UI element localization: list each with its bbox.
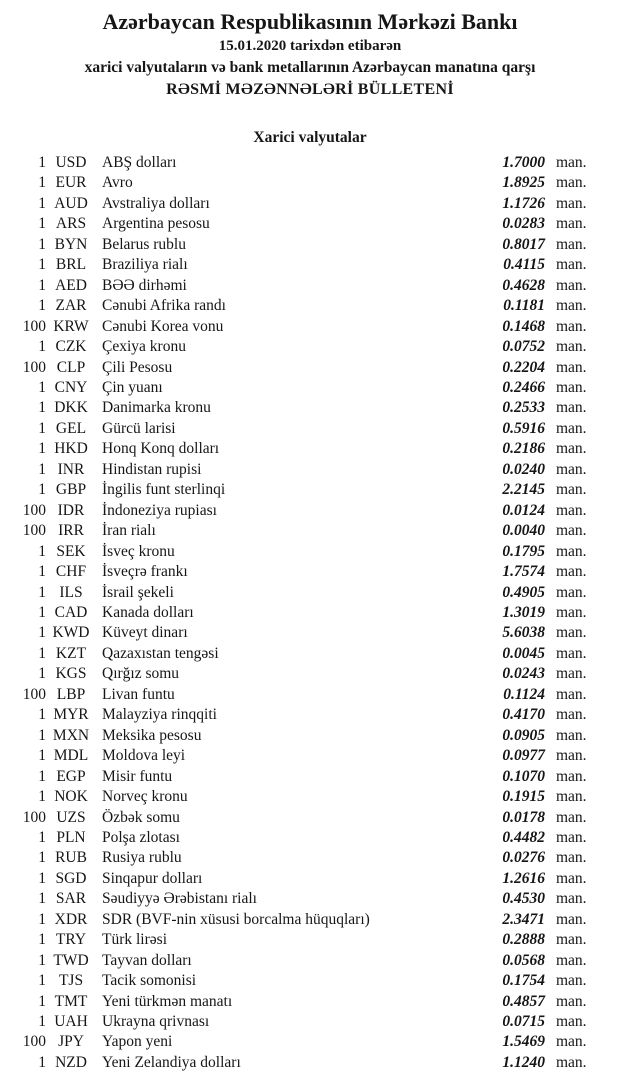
page-title: Azərbaycan Respublikasının Mərkəzi Bankı <box>102 9 518 34</box>
rate-unit: man. <box>556 890 587 908</box>
rate-unit: man. <box>556 869 587 887</box>
rate-row <box>0 746 620 766</box>
rate-unit: man. <box>556 522 587 540</box>
rate-row <box>0 521 620 541</box>
rate-unit: man. <box>556 542 587 560</box>
rate-row <box>0 1032 620 1052</box>
rate-row <box>0 910 620 930</box>
rate-qty: 1 <box>38 154 46 171</box>
rate-code: CHF <box>55 563 87 581</box>
rate-unit: man. <box>556 665 587 683</box>
rate-value: 0.0977 <box>502 747 545 765</box>
rate-name: Səudiyyə Ərəbistanı rialı <box>102 890 257 908</box>
rate-qty: 1 <box>38 624 46 642</box>
rate-code: CZK <box>55 338 87 356</box>
rate-value: 0.5916 <box>502 419 545 437</box>
rate-row <box>0 644 620 664</box>
rate-code: IRR <box>58 522 84 540</box>
rate-unit: man. <box>556 215 587 233</box>
rate-name: Ukrayna qrivnası <box>102 1013 210 1031</box>
rate-name: Yeni Zelandiya dolları <box>102 1053 241 1071</box>
rate-row <box>0 194 620 214</box>
rate-name: Küveyt dinarı <box>102 624 188 642</box>
bulletin-title-line: RƏSMİ MƏZƏNNƏLƏRİ BÜLLETENİ <box>166 81 454 98</box>
rate-name: Malayziya rinqqiti <box>102 706 217 724</box>
rate-name: BƏƏ dirhəmi <box>102 276 187 294</box>
rate-unit: man. <box>556 726 587 744</box>
rate-name: Çili Pesosu <box>102 358 173 376</box>
rate-unit: man. <box>556 174 587 192</box>
rate-unit: man. <box>556 603 587 621</box>
rate-name: Yeni türkmən manatı <box>102 992 233 1010</box>
rate-qty: 1 <box>38 174 46 192</box>
rate-unit: man. <box>556 419 587 437</box>
rate-code: EUR <box>55 174 87 192</box>
rate-row <box>0 562 620 582</box>
rate-row <box>0 583 620 603</box>
bulletin-header <box>0 0 620 101</box>
rate-unit: man. <box>556 992 587 1010</box>
rate-code: TRY <box>55 931 87 949</box>
rate-unit: man. <box>556 1033 587 1051</box>
rate-row <box>0 828 620 848</box>
rate-qty: 1 <box>38 828 46 846</box>
rate-unit: man. <box>556 460 587 478</box>
rate-value: 0.1070 <box>502 767 545 785</box>
rate-value: 0.4115 <box>503 256 545 274</box>
rate-qty: 1 <box>38 992 46 1010</box>
rate-unit: man. <box>556 440 587 458</box>
rate-value: 1.7000 <box>502 154 545 171</box>
rate-code: TWD <box>53 951 89 969</box>
rate-value: 0.0905 <box>502 726 545 744</box>
rate-code: USD <box>55 154 87 171</box>
rate-unit: man. <box>556 154 587 171</box>
rate-name: İsveçrə frankı <box>102 563 188 581</box>
rate-row <box>0 460 620 480</box>
rate-name: Tacik somonisi <box>102 972 197 990</box>
rate-code: IDR <box>57 501 85 519</box>
rate-name: İndoneziya rupiası <box>102 501 217 519</box>
rate-qty: 1 <box>38 706 46 724</box>
rate-row <box>0 787 620 807</box>
rate-value: 1.3019 <box>502 603 545 621</box>
rate-value: 0.1795 <box>502 542 545 560</box>
rate-code: AUD <box>54 194 88 212</box>
rate-name: Yapon yeni <box>102 1033 173 1051</box>
rate-code: HKD <box>54 440 88 458</box>
rate-name: Rusiya rublu <box>102 849 182 867</box>
rate-row <box>0 358 620 378</box>
rate-qty: 100 <box>22 317 46 335</box>
rate-qty: 1 <box>38 542 46 560</box>
rate-qty: 100 <box>22 685 46 703</box>
rate-code: BYN <box>54 235 88 253</box>
rate-value: 0.2533 <box>502 399 545 417</box>
rate-qty: 100 <box>22 501 46 519</box>
rate-code: AED <box>55 276 87 294</box>
rate-name: Qazaxıstan tengəsi <box>102 644 219 662</box>
rate-qty: 100 <box>22 358 46 376</box>
rate-unit: man. <box>556 256 587 274</box>
rate-value: 0.4905 <box>502 583 545 601</box>
rate-name: Braziliya rialı <box>102 256 188 274</box>
rate-row <box>0 255 620 275</box>
rate-row <box>0 173 620 193</box>
rate-value: 0.0243 <box>502 665 545 683</box>
rate-row <box>0 951 620 971</box>
rate-code: RUB <box>55 849 87 867</box>
rate-row <box>0 705 620 725</box>
rate-qty: 1 <box>38 931 46 949</box>
rate-value: 0.0276 <box>502 849 545 867</box>
rate-code: KZT <box>55 644 87 662</box>
rate-code: ZAR <box>55 297 87 315</box>
rate-value: 0.0283 <box>502 215 545 233</box>
rate-code: SGD <box>55 869 87 887</box>
rate-value: 0.4482 <box>502 828 545 846</box>
rate-value: 1.1240 <box>502 1053 545 1071</box>
rate-row <box>0 1053 620 1073</box>
rate-unit: man. <box>556 951 587 969</box>
rate-value: 2.3471 <box>502 910 545 928</box>
rate-row <box>0 214 620 234</box>
rate-code: MYR <box>53 706 89 724</box>
rate-code: EGP <box>56 767 86 785</box>
rate-qty: 1 <box>38 951 46 969</box>
rate-value: 1.8925 <box>502 174 545 192</box>
rate-qty: 1 <box>38 583 46 601</box>
rate-qty: 1 <box>38 1053 46 1071</box>
rate-code: KRW <box>53 317 89 335</box>
rate-code: TMT <box>54 992 88 1010</box>
rate-name: Hindistan rupisi <box>102 460 202 478</box>
rate-value: 0.4857 <box>502 992 545 1010</box>
rate-qty: 1 <box>38 215 46 233</box>
rate-value: 1.2616 <box>502 869 545 887</box>
rate-unit: man. <box>556 276 587 294</box>
rate-row <box>0 153 620 173</box>
rate-value: 1.1726 <box>502 194 545 212</box>
subtitle-line: xarici valyutaların və bank metallarının Azərbaycan manatına qarşı <box>84 59 536 76</box>
rate-qty: 1 <box>38 972 46 990</box>
rate-unit: man. <box>556 297 587 315</box>
rate-value: 0.0178 <box>502 808 545 826</box>
rate-qty: 1 <box>38 869 46 887</box>
rate-qty: 1 <box>38 338 46 356</box>
rate-unit: man. <box>556 399 587 417</box>
rate-value: 0.4530 <box>502 890 545 908</box>
rate-qty: 1 <box>38 297 46 315</box>
rate-qty: 1 <box>38 194 46 212</box>
rate-unit: man. <box>556 706 587 724</box>
rate-name: Meksika pesosu <box>102 726 202 744</box>
rate-name: Tayvan dolları <box>102 951 192 969</box>
rate-unit: man. <box>556 685 587 703</box>
rate-qty: 1 <box>38 603 46 621</box>
rate-row <box>0 767 620 787</box>
rate-code: GEL <box>55 419 87 437</box>
rate-code: XDR <box>54 910 88 928</box>
rate-value: 0.1915 <box>502 788 545 806</box>
rate-row <box>0 869 620 889</box>
rate-name: Cənubi Korea vonu <box>102 317 224 335</box>
rate-code: MDL <box>53 747 89 765</box>
rate-code: BRL <box>55 256 87 274</box>
rate-unit: man. <box>556 767 587 785</box>
rate-qty: 100 <box>22 1033 46 1051</box>
rate-value: 0.8017 <box>502 235 545 253</box>
rate-unit: man. <box>556 1013 587 1031</box>
rate-value: 0.1124 <box>503 685 545 703</box>
rate-row <box>0 419 620 439</box>
rate-code: UZS <box>56 808 86 826</box>
rate-name: Belarus rublu <box>102 235 186 253</box>
rate-code: LBP <box>56 685 86 703</box>
rate-name: İngilis funt sterlinqi <box>102 481 226 499</box>
rate-code: NOK <box>54 788 88 806</box>
rate-unit: man. <box>556 828 587 846</box>
rate-row <box>0 848 620 868</box>
rate-value: 0.2888 <box>502 931 545 949</box>
rate-qty: 1 <box>38 665 46 683</box>
rate-code: PLN <box>56 828 86 846</box>
rate-qty: 1 <box>38 481 46 499</box>
rate-value: 5.6038 <box>502 624 545 642</box>
rates-table-body <box>0 153 620 1073</box>
rate-value: 2.2145 <box>502 481 545 499</box>
rate-code: SAR <box>55 890 87 908</box>
rate-qty: 1 <box>38 378 46 396</box>
rate-row <box>0 398 620 418</box>
rate-row <box>0 623 620 643</box>
rate-code: TJS <box>58 972 84 990</box>
rate-row <box>0 685 620 705</box>
rate-row <box>0 992 620 1012</box>
rate-unit: man. <box>556 931 587 949</box>
rate-qty: 1 <box>38 440 46 458</box>
rate-name: Çexiya kronu <box>102 338 186 356</box>
rate-qty: 1 <box>38 399 46 417</box>
rate-value: 0.4170 <box>502 706 545 724</box>
rate-name: Özbək somu <box>102 808 180 826</box>
rate-row <box>0 542 620 562</box>
rate-name: ABŞ dolları <box>102 154 177 171</box>
rate-qty: 100 <box>22 808 46 826</box>
rate-unit: man. <box>556 481 587 499</box>
rate-qty: 1 <box>38 460 46 478</box>
rate-row <box>0 930 620 950</box>
rate-code: ILS <box>59 583 83 601</box>
rate-unit: man. <box>556 624 587 642</box>
rate-code: NZD <box>55 1053 87 1071</box>
rate-value: 1.7574 <box>502 563 545 581</box>
rate-qty: 1 <box>38 788 46 806</box>
rate-unit: man. <box>556 378 587 396</box>
rate-qty: 100 <box>22 522 46 540</box>
rate-row <box>0 603 620 623</box>
rate-name: Çin yuanı <box>102 378 163 396</box>
rate-code: CAD <box>54 603 88 621</box>
rate-code: UAH <box>54 1013 88 1031</box>
rate-name: Norveç kronu <box>102 788 188 806</box>
rate-qty: 1 <box>38 747 46 765</box>
rate-unit: man. <box>556 644 587 662</box>
rate-row <box>0 378 620 398</box>
rate-value: 0.2466 <box>502 378 545 396</box>
rate-row <box>0 480 620 500</box>
rate-code: ARS <box>55 215 87 233</box>
rate-unit: man. <box>556 849 587 867</box>
rate-code: CNY <box>54 378 88 396</box>
rate-unit: man. <box>556 338 587 356</box>
rate-row <box>0 501 620 521</box>
rate-name: Avro <box>102 174 133 192</box>
rate-name: Sinqapur dolları <box>102 869 203 887</box>
rate-qty: 1 <box>38 644 46 662</box>
rate-unit: man. <box>556 358 587 376</box>
rate-qty: 1 <box>38 563 46 581</box>
rate-unit: man. <box>556 1053 587 1071</box>
rate-row <box>0 889 620 909</box>
rate-qty: 1 <box>38 256 46 274</box>
rate-value: 0.0045 <box>502 644 545 662</box>
rate-value: 0.4628 <box>502 276 545 294</box>
rate-unit: man. <box>556 972 587 990</box>
effective-date-line: 15.01.2020 tarixdən etibarən <box>218 38 402 54</box>
rate-value: 0.2186 <box>502 440 545 458</box>
rate-value: 0.0568 <box>502 951 545 969</box>
rate-row <box>0 439 620 459</box>
rate-code: INR <box>57 460 85 478</box>
rate-code: CLP <box>56 358 86 376</box>
rate-code: SEK <box>56 542 86 560</box>
rate-qty: 1 <box>38 767 46 785</box>
rate-row <box>0 808 620 828</box>
rate-value: 0.1468 <box>502 317 545 335</box>
rate-row <box>0 235 620 255</box>
rate-row <box>0 337 620 357</box>
rate-code: GBP <box>55 481 87 499</box>
rate-name: Gürcü larisi <box>102 419 176 437</box>
section-title: Xarici valyutalar <box>253 129 367 146</box>
rate-unit: man. <box>556 808 587 826</box>
rate-name: İsrail şekeli <box>102 583 174 601</box>
rate-unit: man. <box>556 501 587 519</box>
rate-qty: 1 <box>38 276 46 294</box>
rate-code: MXN <box>52 726 90 744</box>
rate-code: DKK <box>54 399 88 417</box>
rate-name: Livan funtu <box>102 685 175 703</box>
rate-unit: man. <box>556 235 587 253</box>
rate-name: Avstraliya dolları <box>102 194 210 212</box>
rate-qty: 1 <box>38 726 46 744</box>
rate-value: 0.0040 <box>502 522 545 540</box>
rate-name: Danimarka kronu <box>102 399 211 417</box>
rate-row <box>0 971 620 991</box>
rate-row <box>0 664 620 684</box>
rate-qty: 1 <box>38 419 46 437</box>
rate-value: 0.2204 <box>502 358 545 376</box>
rate-name: İran rialı <box>102 522 156 540</box>
rate-name: Cənubi Afrika randı <box>102 297 226 315</box>
rate-value: 0.1181 <box>503 297 545 315</box>
rate-name: Argentina pesosu <box>102 215 210 233</box>
rate-name: Qırğız somu <box>102 665 180 683</box>
rate-unit: man. <box>556 194 587 212</box>
rate-qty: 1 <box>38 849 46 867</box>
rate-value: 0.0240 <box>502 460 545 478</box>
rate-name: Polşa zlotası <box>102 828 180 846</box>
rate-name: Misir funtu <box>102 767 173 785</box>
rate-name: Moldova leyi <box>102 747 186 765</box>
rate-row <box>0 276 620 296</box>
rate-unit: man. <box>556 910 587 928</box>
rate-code: JPY <box>58 1033 84 1051</box>
rate-name: Honq Konq dolları <box>102 440 220 458</box>
rate-unit: man. <box>556 563 587 581</box>
rate-name: SDR (BVF-nin xüsusi borcalma hüquqları) <box>102 910 370 928</box>
rate-qty: 1 <box>38 1013 46 1031</box>
rate-row <box>0 317 620 337</box>
rate-unit: man. <box>556 317 587 335</box>
rate-qty: 1 <box>38 910 46 928</box>
rate-value: 1.5469 <box>502 1033 545 1051</box>
rate-unit: man. <box>556 583 587 601</box>
rate-code: KWD <box>52 624 90 642</box>
rate-row <box>0 1012 620 1032</box>
rate-value: 0.0715 <box>502 1013 545 1031</box>
rate-code: KGS <box>55 665 87 683</box>
rate-value: 0.1754 <box>502 972 545 990</box>
rate-row <box>0 296 620 316</box>
rate-value: 0.0124 <box>502 501 545 519</box>
rate-qty: 1 <box>38 890 46 908</box>
rate-name: Türk lirəsi <box>102 931 167 949</box>
rate-name: İsveç kronu <box>102 542 175 560</box>
rate-unit: man. <box>556 788 587 806</box>
rate-qty: 1 <box>38 235 46 253</box>
rate-row <box>0 726 620 746</box>
rate-value: 0.0752 <box>502 338 545 356</box>
rate-unit: man. <box>556 747 587 765</box>
rate-name: Kanada dolları <box>102 603 194 621</box>
